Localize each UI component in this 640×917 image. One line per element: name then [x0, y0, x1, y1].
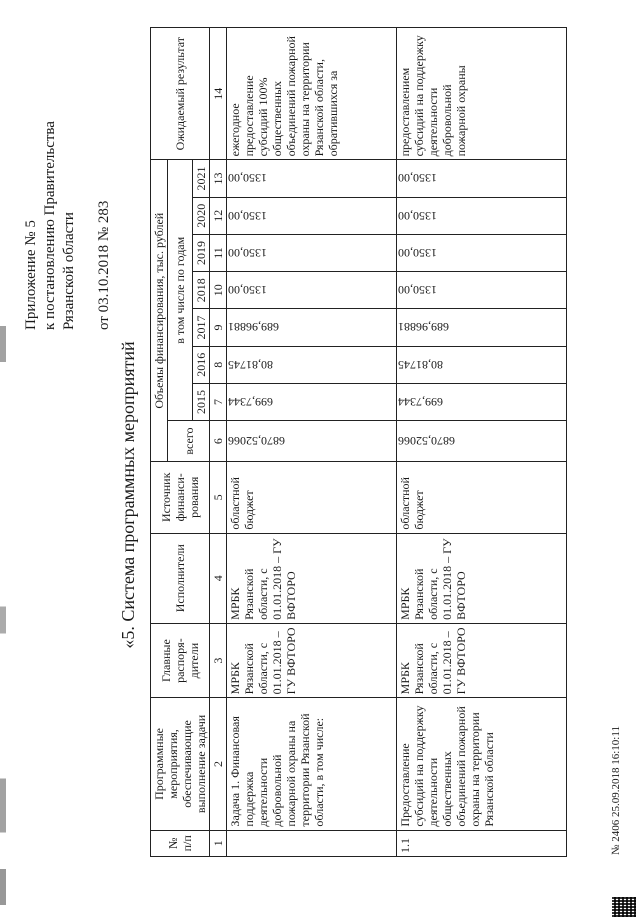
year-value-cell-text: 1350,00	[228, 283, 267, 298]
year-value-cell	[397, 234, 567, 271]
column-number: 7	[210, 383, 227, 420]
year-value-cell	[227, 383, 397, 420]
column-number: 9	[210, 309, 227, 346]
year-value-cell	[227, 309, 397, 346]
managers-cell: МРБК Рязанской области, с 01.01.2018 – ГУ ВФТОРО	[397, 623, 567, 698]
barcode-icon	[612, 897, 636, 917]
appendix-header	[22, 30, 114, 330]
year-value-cell	[397, 346, 567, 383]
column-number: 12	[210, 197, 227, 234]
programme-table	[150, 27, 567, 857]
appendix-region: Рязанской области	[61, 212, 77, 330]
col-num-header: № п/п	[151, 830, 210, 856]
year-value-cell-text: 1350,00	[398, 208, 437, 223]
source-cell: областной бюджет	[227, 462, 397, 534]
col-year-header: 2017	[193, 309, 210, 346]
col-source-header: Источник финанси-рования	[151, 462, 210, 534]
year-value-cell-text: 1350,00	[398, 245, 437, 260]
year-value-cell	[397, 160, 567, 197]
col-activities-header: Программные мероприятия, обеспечивающие выполнение задачи	[151, 698, 210, 830]
year-value-cell-text: 689,96881	[398, 320, 449, 335]
col-year-header: 2020	[193, 197, 210, 234]
total-cell	[227, 421, 397, 462]
col-year-header: 2015	[193, 383, 210, 420]
year-value-cell	[227, 272, 397, 309]
year-value-cell-text: 699,7344	[398, 394, 443, 409]
column-number: 10	[210, 272, 227, 309]
year-value-cell	[397, 309, 567, 346]
column-number: 5	[210, 462, 227, 534]
year-value-cell-text: 1350,00	[398, 171, 437, 186]
header-row-1	[151, 28, 168, 857]
total-cell-text: 6870,52066	[398, 434, 455, 449]
year-value-cell-text: 1350,00	[228, 171, 267, 186]
executors-cell: МРБК Рязанской области, с 01.01.2018 – ГУ ВФТОРО	[227, 533, 397, 623]
column-number: 2	[210, 698, 227, 830]
col-funding-header: Объемы финансирования, тыс. рублей	[151, 160, 168, 462]
col-year-header: 2016	[193, 346, 210, 383]
col-result-header: Ожидаемый результат	[151, 28, 210, 160]
col-year-header: 2019	[193, 234, 210, 271]
total-cell	[397, 421, 567, 462]
managers-cell: МРБК Рязанской области, с 01.01.2018 – ГУ ВФТОРО	[227, 623, 397, 698]
year-value-cell-text: 80,81745	[228, 357, 273, 372]
year-value-cell	[397, 197, 567, 234]
year-value-cell-text: 1350,00	[228, 208, 267, 223]
col-executors-header: Исполнители	[151, 533, 210, 623]
year-value-cell	[397, 383, 567, 420]
year-value-cell-text: 80,81745	[398, 357, 443, 372]
row-number: 1.1	[397, 830, 567, 856]
col-managers-header: Главные распоря-дители	[151, 623, 210, 698]
result-cell: предоставлением субсидий на поддержку деятельности добровольной пожарной охраны	[397, 28, 567, 160]
year-value-cell	[227, 234, 397, 271]
source-cell: областной бюджет	[397, 462, 567, 534]
registration-stamp: № 2406 25.09.2018 16:10:11	[610, 726, 622, 855]
year-value-cell	[227, 160, 397, 197]
column-number: 8	[210, 346, 227, 383]
column-number: 11	[210, 234, 227, 271]
activity-cell: Предоставление субсидий на поддержку деятельности общественных объединений пожарной охраны на территории Рязанской области	[397, 698, 567, 830]
column-number: 14	[210, 28, 227, 160]
section-title: «5. Система программных мероприятий	[118, 341, 138, 649]
resolution-date: от 03.10.2018 № 283	[96, 200, 112, 330]
scan-edge-artifact	[0, 0, 6, 905]
year-value-cell-text: 689,96881	[228, 320, 279, 335]
executors-cell: МРБК Рязанской области, с 01.01.2018 – ГУ ВФТОРО	[397, 533, 567, 623]
column-number: 1	[210, 830, 227, 856]
appendix-reference: к постановлению Правительства	[42, 121, 58, 330]
col-total-header: всего	[168, 421, 210, 462]
table-row	[227, 28, 397, 857]
year-value-cell	[397, 272, 567, 309]
col-year-header: 2018	[193, 272, 210, 309]
column-number: 13	[210, 160, 227, 197]
year-value-cell-text: 1350,00	[398, 283, 437, 298]
column-number-row	[210, 28, 227, 857]
row-number	[227, 830, 397, 856]
col-byyear-header: в том числе по годам	[168, 160, 193, 421]
column-number: 4	[210, 533, 227, 623]
column-number: 3	[210, 623, 227, 698]
year-value-cell	[227, 197, 397, 234]
col-year-header: 2021	[193, 160, 210, 197]
year-value-cell-text: 699,7344	[228, 394, 273, 409]
column-number: 6	[210, 421, 227, 462]
year-value-cell	[227, 346, 397, 383]
appendix-number: Приложение № 5	[23, 220, 39, 330]
result-cell: ежегодное предоставление субсидий 100% общественных объединений пожарной охраны на территории Рязанской области, обратившихся за	[227, 28, 397, 160]
table-row	[397, 28, 567, 857]
activity-cell: Задача 1. Финансовая поддержка деятельности добровольной пожарной охраны на территории Рязанской области, в том числе:	[227, 698, 397, 830]
total-cell-text: 6870,52066	[228, 434, 285, 449]
year-value-cell-text: 1350,00	[228, 245, 267, 260]
